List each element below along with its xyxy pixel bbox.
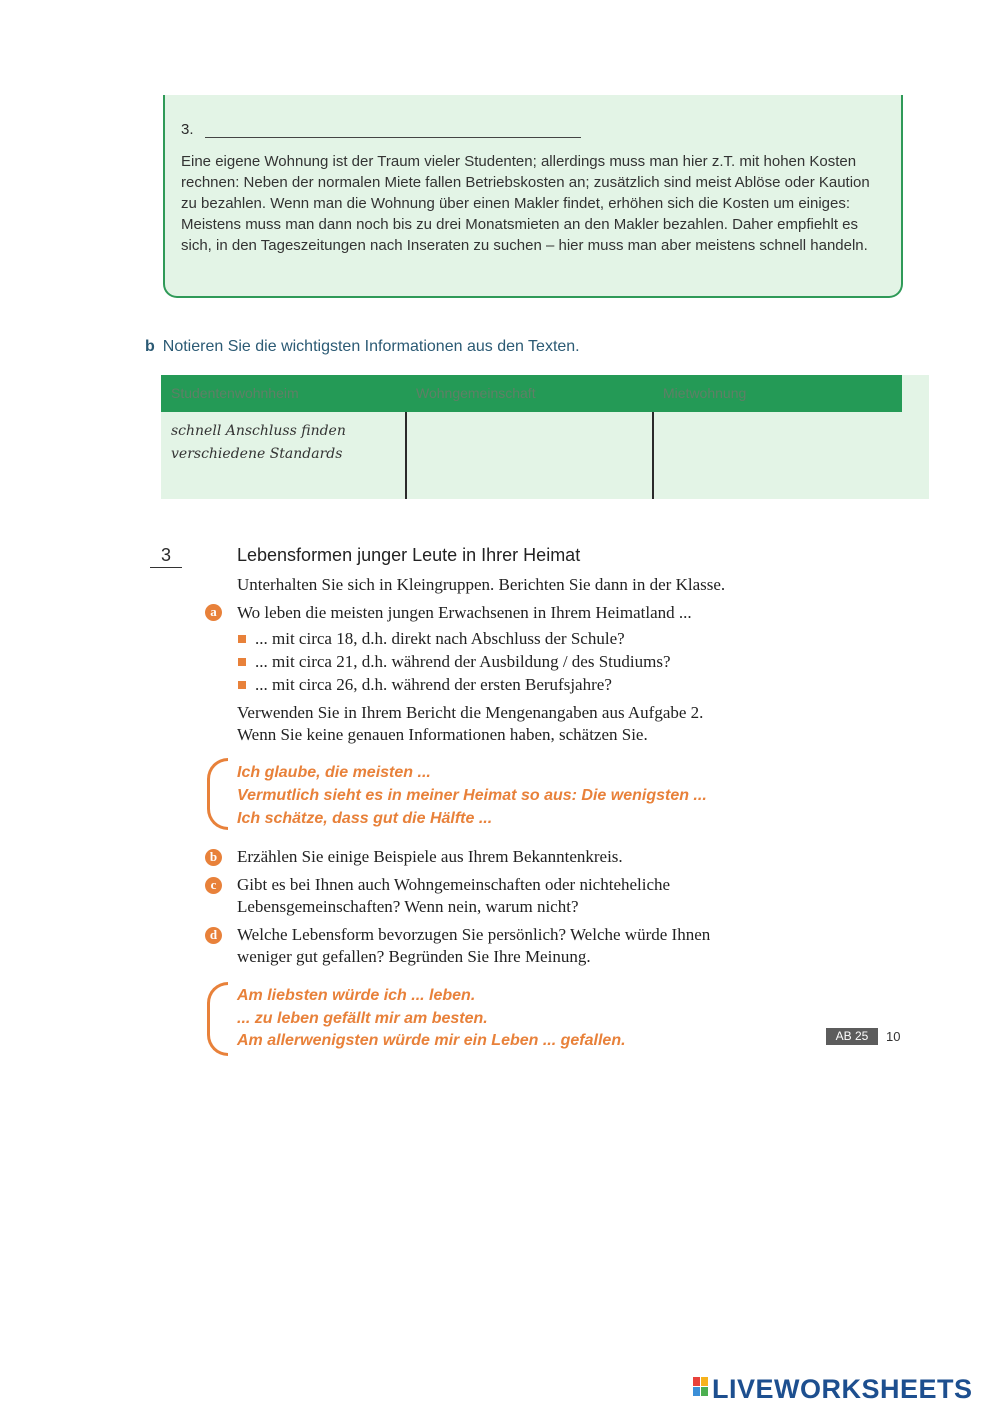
task-b-badge: b [205,849,222,866]
phrase-d-3: Am allerwenigsten würde mir ein Leben ... gefallen. [237,1032,626,1049]
task-a-badge: a [205,604,222,621]
text-paragraph: Eine eigene Wohnung ist der Traum vieler Studenten; allerdings muss man hier z.T. mit hohen Kosten rechnen: Neben der normalen Miete fallen Betriebskosten an; zusätzlich sind meist Ablöse oder Kaution zu bezahlen. Wenn man die Wohnung über einen Makler findet, erhöhen sich die Kosten um einiges: Meistens muss man dann noch bis zu drei Monatsmieten an den Makler bezahlen. Daher empfiehlt es sich, in den Tageszeitungen nach Inseraten zu suchen – hier muss man aber meistens schnell handeln. [181,153,870,254]
bullet-text: ... mit circa 18, d.h. direkt nach Abschluss der Schule? [255,629,625,648]
notes-table [161,375,929,499]
liveworksheets-brand[interactable]: LIVEWORKSHEETS [712,1374,973,1404]
section-title: Lebensformen junger Leute in Ihrer Heimat [237,545,581,565]
liveworksheets-logo-icon [693,1377,709,1397]
task-c-badge: c [205,877,222,894]
phrase-a-2: Vermutlich sieht es in meiner Heimat so aus: Die wenigsten ... [237,787,707,804]
task-b-text: Notieren Sie die wichtigsten Informationen aus den Texten. [162,338,580,355]
workbook-page-number: 10 [886,1029,901,1044]
phrase-d-2: ... zu leben gefällt mir am besten. [237,1010,488,1027]
task-a-note-line2: Wenn Sie keine genauen Informationen haben, schätzen Sie. [237,725,648,744]
phrase-bracket [207,758,228,830]
bullet-square [238,635,246,643]
column-divider [652,412,654,499]
section-intro: Unterhalten Sie sich in Kleingruppen. Berichten Sie dann in der Klasse. [237,575,726,594]
bullet-text: ... mit circa 26, d.h. während der ersten Berufsjahre? [255,675,612,694]
task-d-line1: Welche Lebensform bevorzugen Sie persönlich? Welche würde Ihnen [237,925,711,944]
text-number: 3. [181,121,194,138]
bullet-text: ... mit circa 21, d.h. während der Ausbildung / des Studiums? [255,652,671,671]
task-a-note-line1: Verwenden Sie in Ihrem Bericht die Mengenangaben aus Aufgabe 2. [237,703,704,722]
bullet-square [238,681,246,689]
task-c-line2: Lebensgemeinschaften? Wenn nein, warum nicht? [237,897,579,916]
reading-text-box [163,95,903,298]
task-d-line2: weniger gut gefallen? Begründen Sie Ihre Meinung. [237,947,591,966]
title-answer-line[interactable] [205,137,581,138]
task-a-question: Wo leben die meisten jungen Erwachsenen in Ihrem Heimatland ... [237,603,692,622]
handwritten-entry: verschiedene Standards [171,446,343,462]
bullet-square [238,658,246,666]
column-divider [405,412,407,499]
phrase-d-1: Am liebsten würde ich ... leben. [237,987,476,1004]
table-header-mietwohnung: Mietwohnung [663,385,747,401]
task-b-instruction [145,338,580,356]
handwritten-entry: schnell Anschluss finden [171,423,346,439]
task-b-letter: b [145,338,155,355]
section-number: 3 [150,545,182,568]
table-header-studentenwohnheim: Studentenwohnheim [171,385,299,401]
task-d-badge: d [205,927,222,944]
phrase-a-1: Ich glaube, die meisten ... [237,764,431,781]
task-b-text-3: Erzählen Sie einige Beispiele aus Ihrem Bekanntenkreis. [237,847,623,866]
task-c-line1: Gibt es bei Ihnen auch Wohngemeinschaften oder nichteheliche [237,875,671,894]
phrase-bracket [207,982,228,1056]
phrase-a-3: Ich schätze, dass gut die Hälfte ... [237,810,493,827]
table-header-wohngemeinschaft: Wohngemeinschaft [416,385,536,401]
workbook-reference-badge: AB 25 [826,1028,878,1045]
